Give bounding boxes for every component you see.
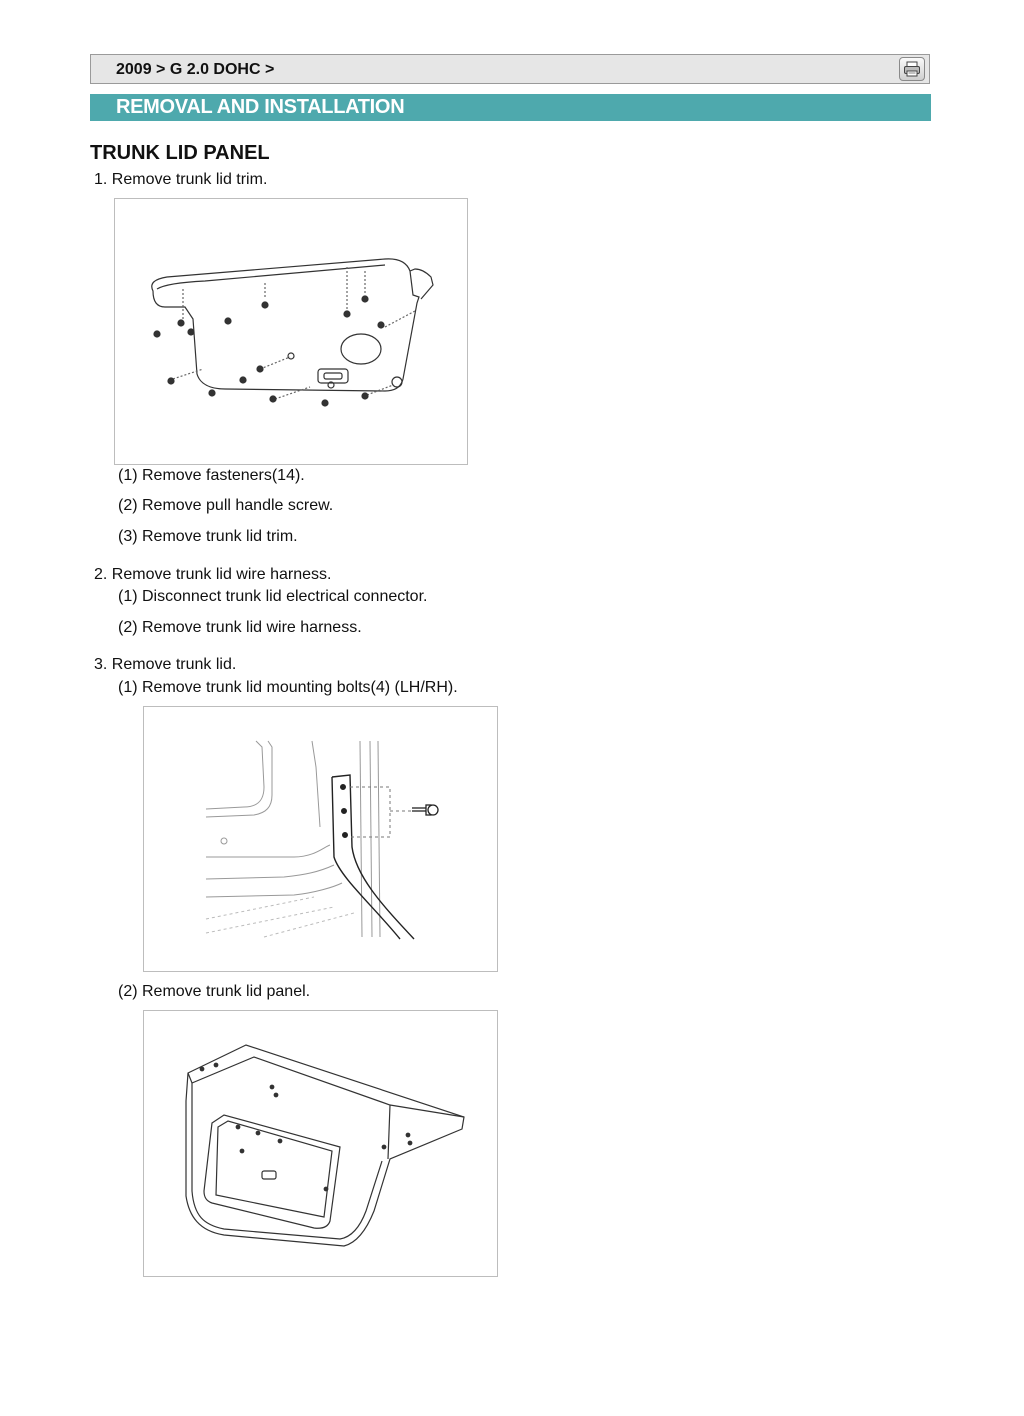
step-2-substep-2: (2) Remove trunk lid wire harness. (118, 619, 362, 636)
page-title: TRUNK LID PANEL (90, 142, 270, 164)
trunk-lid-panel-illustration (143, 1010, 498, 1277)
trunk-lid-trim-illustration (114, 198, 468, 465)
step-1-label: 1. Remove trunk lid trim. (94, 171, 268, 188)
step-1-substep-1: (1) Remove fasteners(14). (118, 467, 305, 484)
mounting-bolts-illustration (143, 706, 498, 972)
step-2-label: 2. Remove trunk lid wire harness. (94, 566, 332, 583)
step-1-substep-3: (3) Remove trunk lid trim. (118, 528, 298, 545)
breadcrumb-text[interactable]: 2009 > G 2.0 DOHC > (116, 61, 275, 78)
step-3-substep-2: (2) Remove trunk lid panel. (118, 983, 311, 1000)
step-1-substep-2: (2) Remove pull handle screw. (118, 497, 334, 514)
section-title: REMOVAL AND INSTALLATION (116, 96, 405, 118)
printer-icon (903, 61, 921, 77)
print-button[interactable] (899, 57, 925, 81)
step-3-substep-1: (1) Remove trunk lid mounting bolts(4) (LH/RH). (118, 679, 458, 696)
step-2-substep-1: (1) Disconnect trunk lid electrical connector. (118, 588, 428, 605)
step-3-label: 3. Remove trunk lid. (94, 656, 237, 673)
breadcrumb (90, 54, 930, 84)
section-header (90, 94, 931, 121)
